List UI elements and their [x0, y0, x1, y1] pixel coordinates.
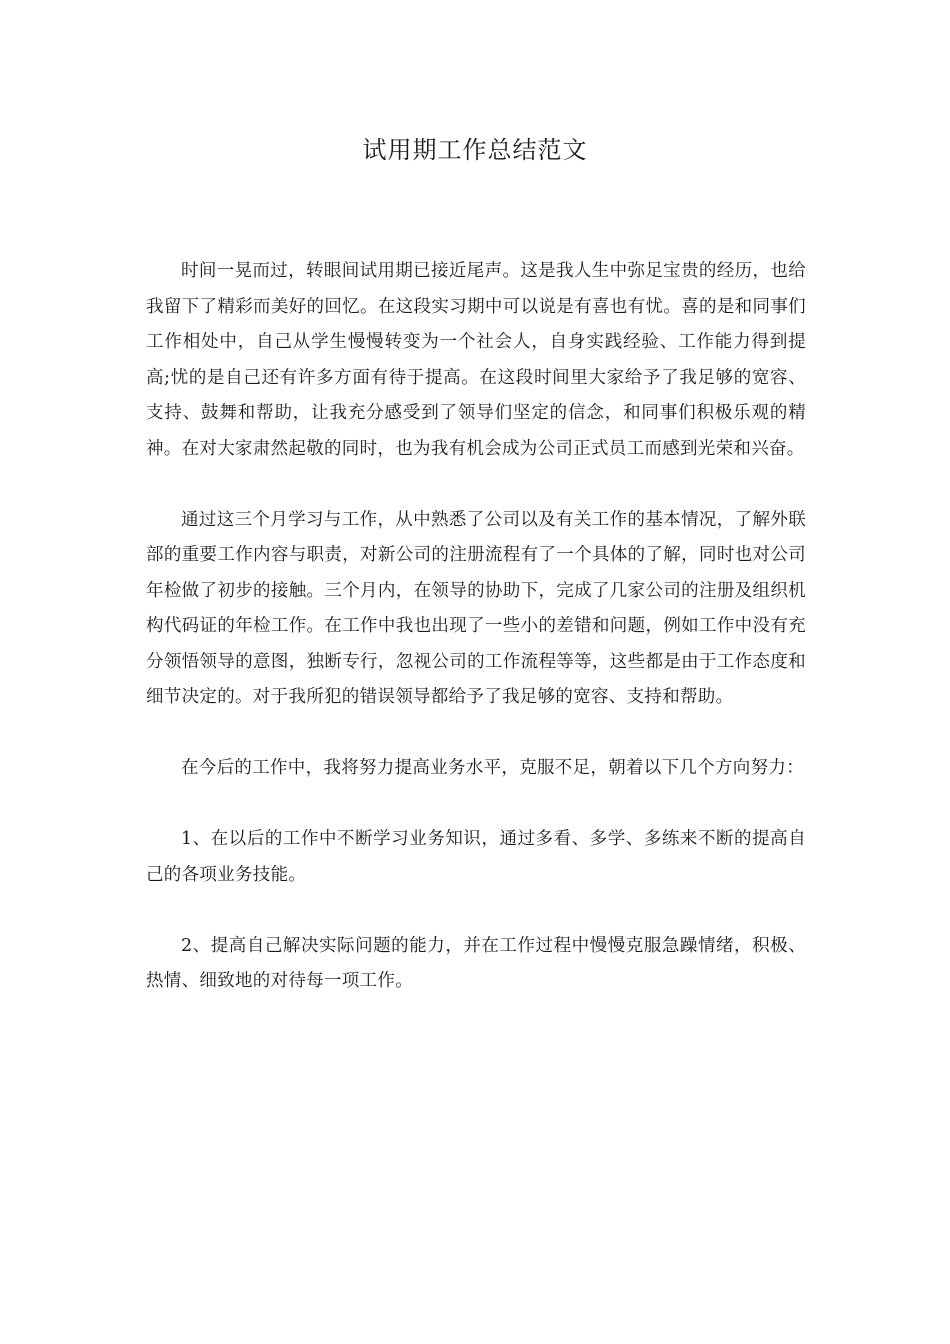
paragraph-plan-intro: 在今后的工作中，我将努力提高业务水平，克服不足，朝着以下几个方向努力： — [181, 758, 804, 778]
paragraph-review: 通过这三个月学习与工作，从中熟悉了公司以及有关工作的基本情况，了解外联部的重要工作内容与职责，对新公司的注册流程有了一个具体的了解，同时也对公司年检做了初步的接触。三个月内，在领导的协助下，完成了几家公司的注册及组织机构代码证的年检工作。在工作中我也出现了一些小的差错和问题，例如工作中没有充分领悟领导的意图，独断专行，忽视公司的工作流程等等，这些都是由于工作态度和细节决定的。对于我所犯的错误领导都给予了我足够的宽容、支持和帮助。 — [146, 509, 806, 707]
paragraph-plan-item-2: 2、提高自己解决实际问题的能力，并在工作过程中慢慢克服急躁情绪，积极、热情、细致地的对待每一项工作。 — [146, 935, 806, 991]
document-body — [146, 254, 806, 1000]
paragraph-plan-item-1: 1、在以后的工作中不断学习业务知识，通过多看、多学、多练来不断的提高自己的各项业务技能。 — [146, 829, 806, 885]
paragraph-intro: 时间一晃而过，转眼间试用期已接近尾声。这是我人生中弥足宝贵的经历，也给我留下了精彩而美好的回忆。在这段实习期中可以说是有喜也有忧。喜的是和同事们工作相处中，自己从学生慢慢转变为一个社会人，自身实践经验、工作能力得到提高;忧的是自己还有许多方面有待于提高。在这段时间里大家给予了我足够的宽容、支持、鼓舞和帮助，让我充分感受到了领导们坚定的信念，和同事们积极乐观的精神。在对大家肃然起敬的同时，也为我有机会成为公司正式员工而感到光荣和兴奋。 — [146, 261, 806, 459]
document-title: 试用期工作总结范文 — [362, 136, 588, 164]
